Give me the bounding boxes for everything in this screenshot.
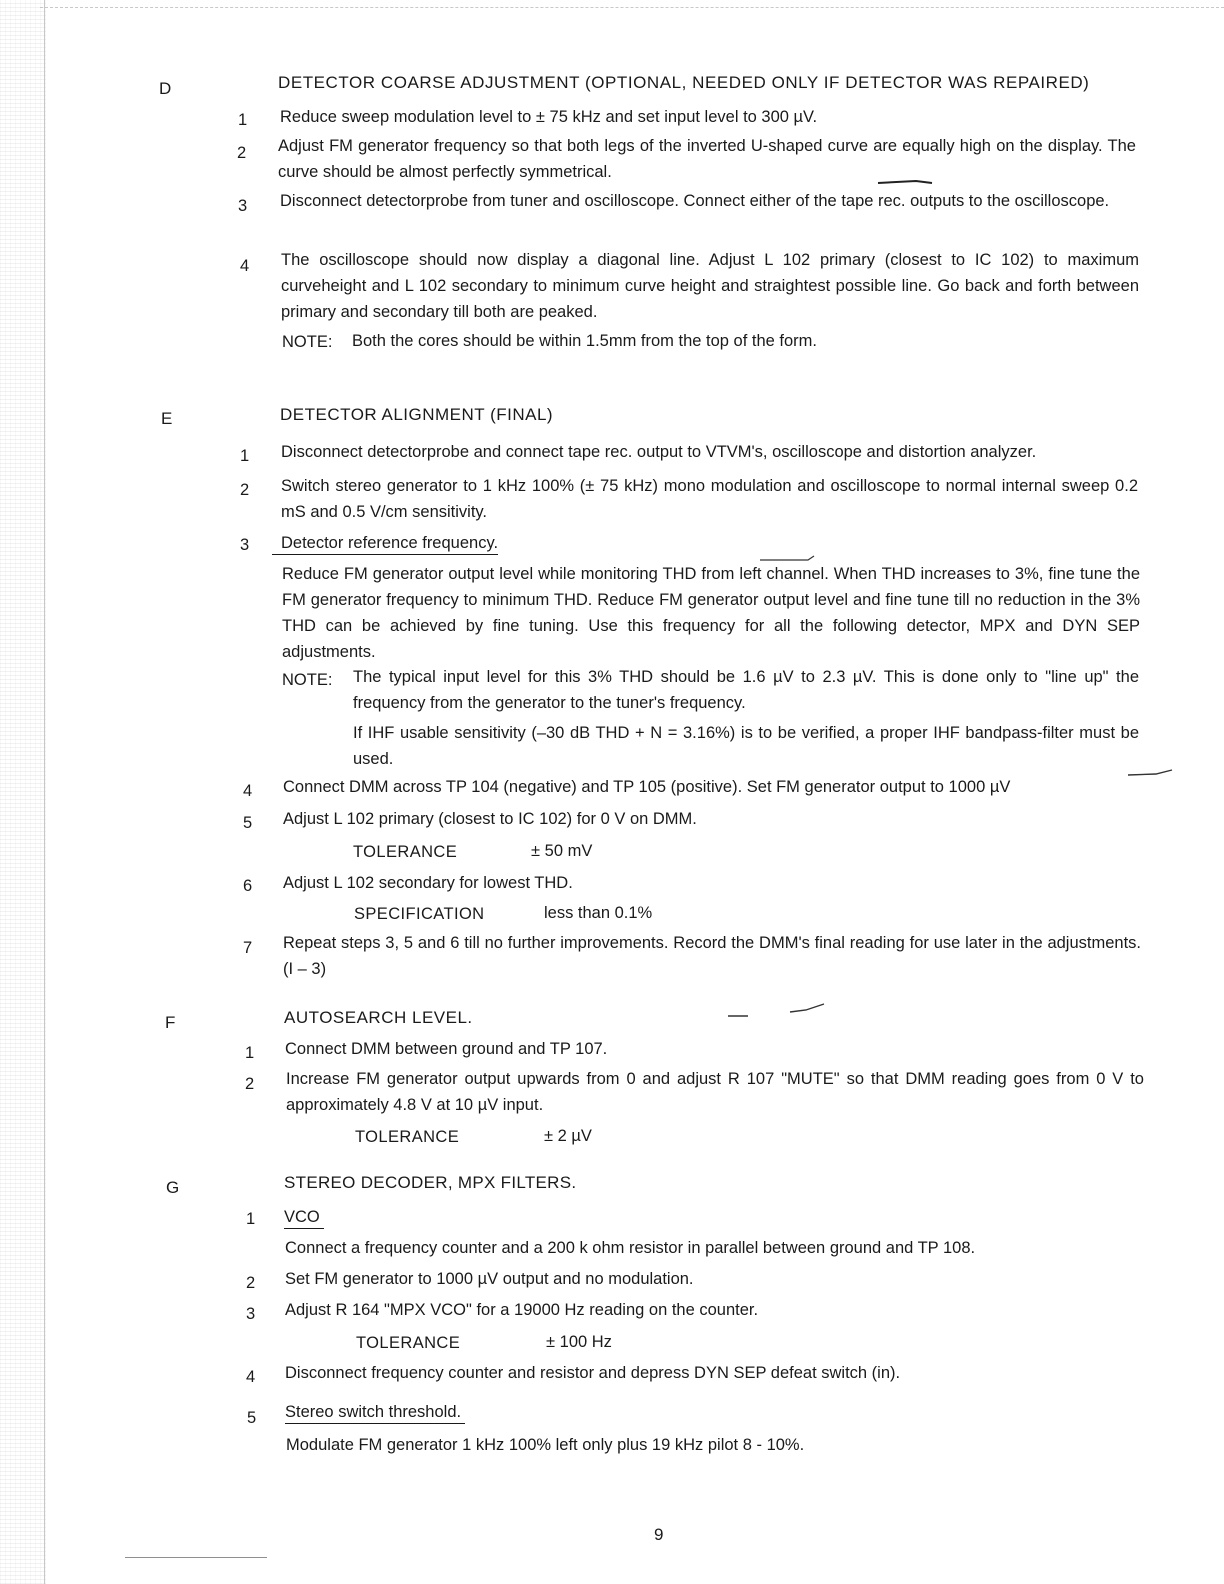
section-title-g: STEREO DECODER, MPX FILTERS. <box>284 1173 577 1192</box>
step-text: Modulate FM generator 1 kHz 100% left only plus 19 kHz pilot 8 - 10%. <box>286 1436 805 1454</box>
step-number: 2 <box>245 1075 255 1093</box>
step-number: 5 <box>243 814 253 832</box>
step-heading: Stereo switch threshold. <box>285 1401 465 1424</box>
step-number: 1 <box>246 1210 256 1228</box>
pen-mark-icon <box>758 552 818 566</box>
step-text: The oscilloscope should now display a diagonal line. Adjust L 102 primary (closest to IC 102) to maximum curveheight and L 102 secondary to minimum curve height and straightest possible line. Go back and forth between primary and secondary till both are peaked. <box>281 251 1139 321</box>
step-number: 6 <box>243 877 253 895</box>
step-text: Increase FM generator output upwards from 0 and adjust R 107 "MUTE" so that DMM reading goes from 0 V to approximately 4.8 V at 10 µV input. <box>286 1070 1144 1114</box>
step-number: 1 <box>245 1044 255 1062</box>
step-number: 3 <box>246 1305 256 1323</box>
step-text: Adjust L 102 secondary for lowest THD. <box>283 874 573 892</box>
tolerance-label: TOLERANCE <box>355 1128 460 1146</box>
step-heading: Detector reference frequency. <box>272 532 498 555</box>
step-text: Set FM generator to 1000 µV output and no modulation. <box>285 1270 694 1288</box>
tolerance-value: ± 2 µV <box>544 1127 592 1145</box>
note-text: If IHF usable sensitivity (–30 dB THD + N = 3.16%) is to be verified, a proper IHF bandpass-filter must be used. <box>353 724 1139 768</box>
step-text: Disconnect detectorprobe and connect tape rec. output to VTVM's, oscilloscope and distortion analyzer. <box>281 443 1037 461</box>
tolerance-label: TOLERANCE <box>356 1334 461 1352</box>
step-text: Disconnect frequency counter and resistor and depress DYN SEP defeat switch (in). <box>285 1364 901 1382</box>
specification-value: less than 0.1% <box>544 904 653 922</box>
tolerance-label: TOLERANCE <box>353 843 458 861</box>
note-text: The typical input level for this 3% THD should be 1.6 µV to 2.3 µV. This is done only to "line up" the frequency from the generator to the tuner's frequency. <box>353 668 1139 712</box>
step-text: Reduce sweep modulation level to ± 75 kHz and set input level to 300 µV. <box>280 108 818 126</box>
step-number: 7 <box>243 939 253 957</box>
step-number: 1 <box>240 447 250 465</box>
section-letter-f: F <box>165 1013 176 1032</box>
step-text: Connect DMM across TP 104 (negative) and TP 105 (positive). Set FM generator output to 1000 µV <box>283 778 1011 796</box>
step-text: Disconnect detectorprobe from tuner and oscilloscope. Connect either of the tape rec. outputs to the oscilloscope. <box>280 192 1110 210</box>
step-text: Adjust R 164 "MPX VCO" for a 19000 Hz reading on the counter. <box>285 1301 759 1319</box>
pen-mark-icon <box>876 176 936 190</box>
pen-mark-icon <box>726 1000 836 1026</box>
tolerance-value: ± 100 Hz <box>546 1333 612 1351</box>
step-number: 2 <box>237 144 247 162</box>
step-number: 2 <box>246 1274 256 1292</box>
step-number: 3 <box>240 536 250 554</box>
step-text: Adjust FM generator frequency so that both legs of the inverted U-shaped curve are equally high on the display. The curve should be almost perfectly symmetrical. <box>278 137 1136 181</box>
section-letter-e: E <box>161 409 173 428</box>
section-letter-g: G <box>166 1178 180 1197</box>
scan-edge-line <box>44 0 45 1584</box>
section-title-e: DETECTOR ALIGNMENT (FINAL) <box>280 405 554 424</box>
step-number: 5 <box>247 1409 257 1427</box>
page-number: 9 <box>654 1525 664 1544</box>
tolerance-value: ± 50 mV <box>531 842 593 860</box>
section-title-f: AUTOSEARCH LEVEL. <box>284 1008 473 1027</box>
step-number: 2 <box>240 481 250 499</box>
step-number: 1 <box>238 111 248 129</box>
step-text: Connect DMM between ground and TP 107. <box>285 1040 608 1058</box>
step-text: Adjust L 102 primary (closest to IC 102) for 0 V on DMM. <box>283 810 697 828</box>
scan-bottom-rule <box>125 1557 267 1558</box>
step-number: 4 <box>246 1368 256 1386</box>
step-number: 4 <box>240 257 250 275</box>
scan-top-rule <box>40 7 1224 8</box>
step-text: Switch stereo generator to 1 kHz 100% (± 75 kHz) mono modulation and oscilloscope to normal internal sweep 0.2 mS and 0.5 V/cm sensitivity. <box>281 477 1138 521</box>
note-text: Both the cores should be within 1.5mm from the top of the form. <box>352 332 817 350</box>
pen-mark-icon <box>1126 766 1176 780</box>
specification-label: SPECIFICATION <box>354 905 485 923</box>
section-title-d: DETECTOR COARSE ADJUSTMENT (OPTIONAL, NEEDED ONLY IF DETECTOR WAS REPAIRED) <box>278 73 1090 92</box>
scan-edge-speckle <box>0 0 46 1584</box>
step-text: Repeat steps 3, 5 and 6 till no further improvements. Record the DMM's final reading for use later in the adjustments. (I – 3) <box>283 934 1141 978</box>
note-label: NOTE: <box>282 671 333 689</box>
step-number: 3 <box>238 197 248 215</box>
section-letter-d: D <box>159 79 172 98</box>
step-number: 4 <box>243 782 253 800</box>
step-text: Connect a frequency counter and a 200 k ohm resistor in parallel between ground and TP 108. <box>285 1239 976 1257</box>
step-text: Reduce FM generator output level while monitoring THD from left channel. When THD increases to 3%, fine tune the FM generator frequency to minimum THD. Reduce FM generator output level and fine tune till no reduction in the 3% THD can be achieved by fine tuning. Use this frequency for all the following detector, MPX and DYN SEP adjustments. <box>282 565 1140 661</box>
note-label: NOTE: <box>282 333 333 351</box>
step-heading: VCO <box>284 1206 324 1229</box>
